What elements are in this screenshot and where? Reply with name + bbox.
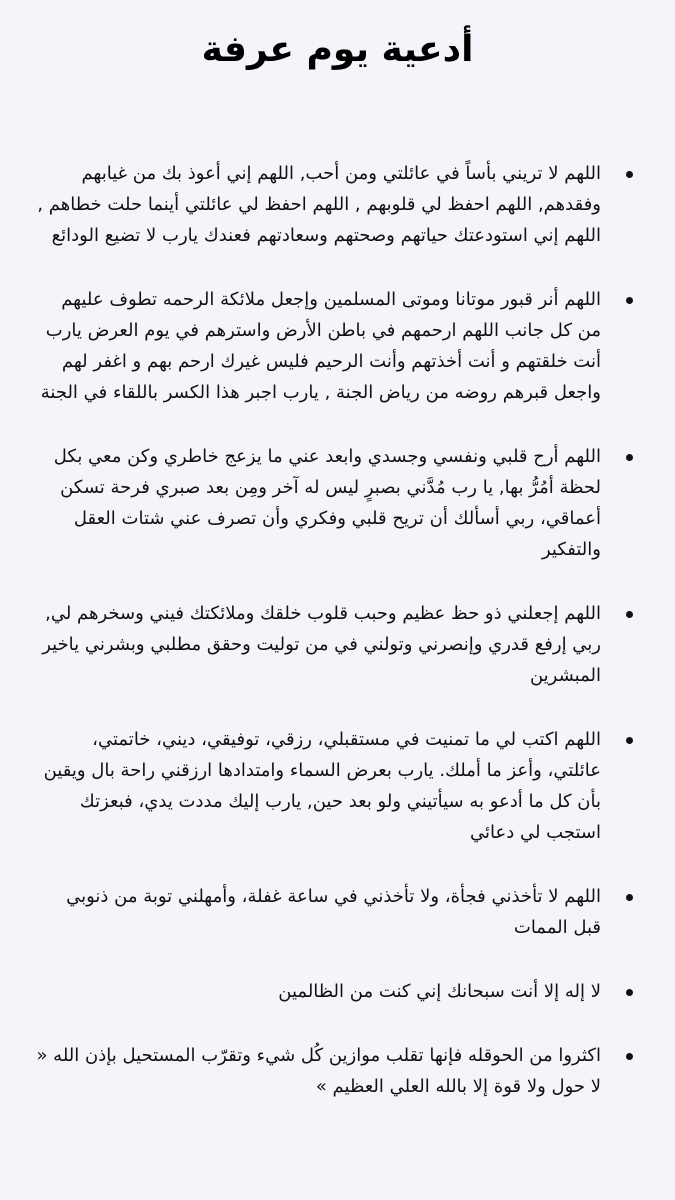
- list-item-text: اللهم لا تريني بأساً في عائلتي ومن أحب, اللهم إني أعوذ بك من غيابهم وفقدهم, اللهم احفظ لي قلوبهم , اللهم احفظ لي عائلتي أينما حلت خطاهم , اللهم إني استودعتك حياتهم وصحتهم وسعادتهم فعندك يارب لا تضيع الودائع: [37, 163, 601, 246]
- bullet-icon: [626, 454, 633, 461]
- list-item: [35, 441, 635, 565]
- list-item-text: اللهم لا تأخذني فجأة، ولا تأخذني في ساعة غفلة، وأمهلني توبة من ذنوبي قبل الممات: [66, 886, 601, 938]
- page-title: أدعية يوم عرفة: [201, 29, 474, 70]
- list-item: [35, 881, 635, 943]
- list-item: [35, 724, 635, 848]
- bullet-icon: [626, 989, 633, 996]
- list-item-text: اللهم اكتب لي ما تمنيت في مستقبلي، رزقي، توفيقي، ديني، خاتمتي، عائلتي، وأعز ما أملك. يارب بعرض السماء وامتدادها ارزقني راحة بال ويقين بأن كل ما أدعو به سيأتيني ولو بعد حين, يارب إليك مددت يدي، فبعزتك استجب لي دعائي: [43, 729, 601, 843]
- bullet-icon: [626, 894, 633, 901]
- list-item: [35, 158, 635, 251]
- bullet-icon: [626, 737, 633, 744]
- list-item-text: لا إله إلا أنت سبحانك إني كنت من الظالمين: [278, 981, 601, 1002]
- list-item-text: اللهم إجعلني ذو حظ عظيم وحبب قلوب خلقك وملائكتك فيني وسخرهم لي, ربي إرفع قدري وإنصرني وتولني في من توليت وحقق مطلبي وبشرني ياخير المبشرين: [42, 603, 601, 686]
- dua-list: [35, 158, 635, 1135]
- list-item-text: اللهم أنر قبور موتانا وموتى المسلمين وإجعل ملائكة الرحمه تطوف عليهم من كل جانب اللهم ارحمهم في باطن الأرض واسترهم في يوم العرض يارب أنت خلقتهم و أنت أخذتهم وأنت الرحيم فليس غيرك ارحم بهم و اغفر لهم واجعل قبرهم روضه من رياض الجنة , يارب اجبر هذا الكسر باللقاء في الجنة: [40, 289, 601, 403]
- list-item: [35, 598, 635, 691]
- list-item-text: اكثروا من الحوقله فإنها تقلب موازين كُل شيء وتقرّب المستحيل بإذن الله « لا حول ولا قوة إلا بالله العلي العظيم »: [36, 1045, 601, 1097]
- list-item-text: اللهم أرح قلبي ونفسي وجسدي وابعد عني ما يزعج خاطري وكن معي بكل لحظة أمُرُّ بها, يا رب مُدَّني بصبرٍ ليس له آخر ومِن بعد صبري فرحة تسكن أعماقي، ربي أسألك أن تريح قلبي وفكري وأن تصرف عني شتات العقل والتفكير: [53, 446, 601, 560]
- bullet-icon: [626, 297, 633, 304]
- bullet-icon: [626, 1053, 633, 1060]
- bullet-icon: [626, 171, 633, 178]
- list-item: [35, 284, 635, 408]
- bullet-icon: [626, 611, 633, 618]
- list-item: [35, 976, 635, 1007]
- list-item: [35, 1040, 635, 1102]
